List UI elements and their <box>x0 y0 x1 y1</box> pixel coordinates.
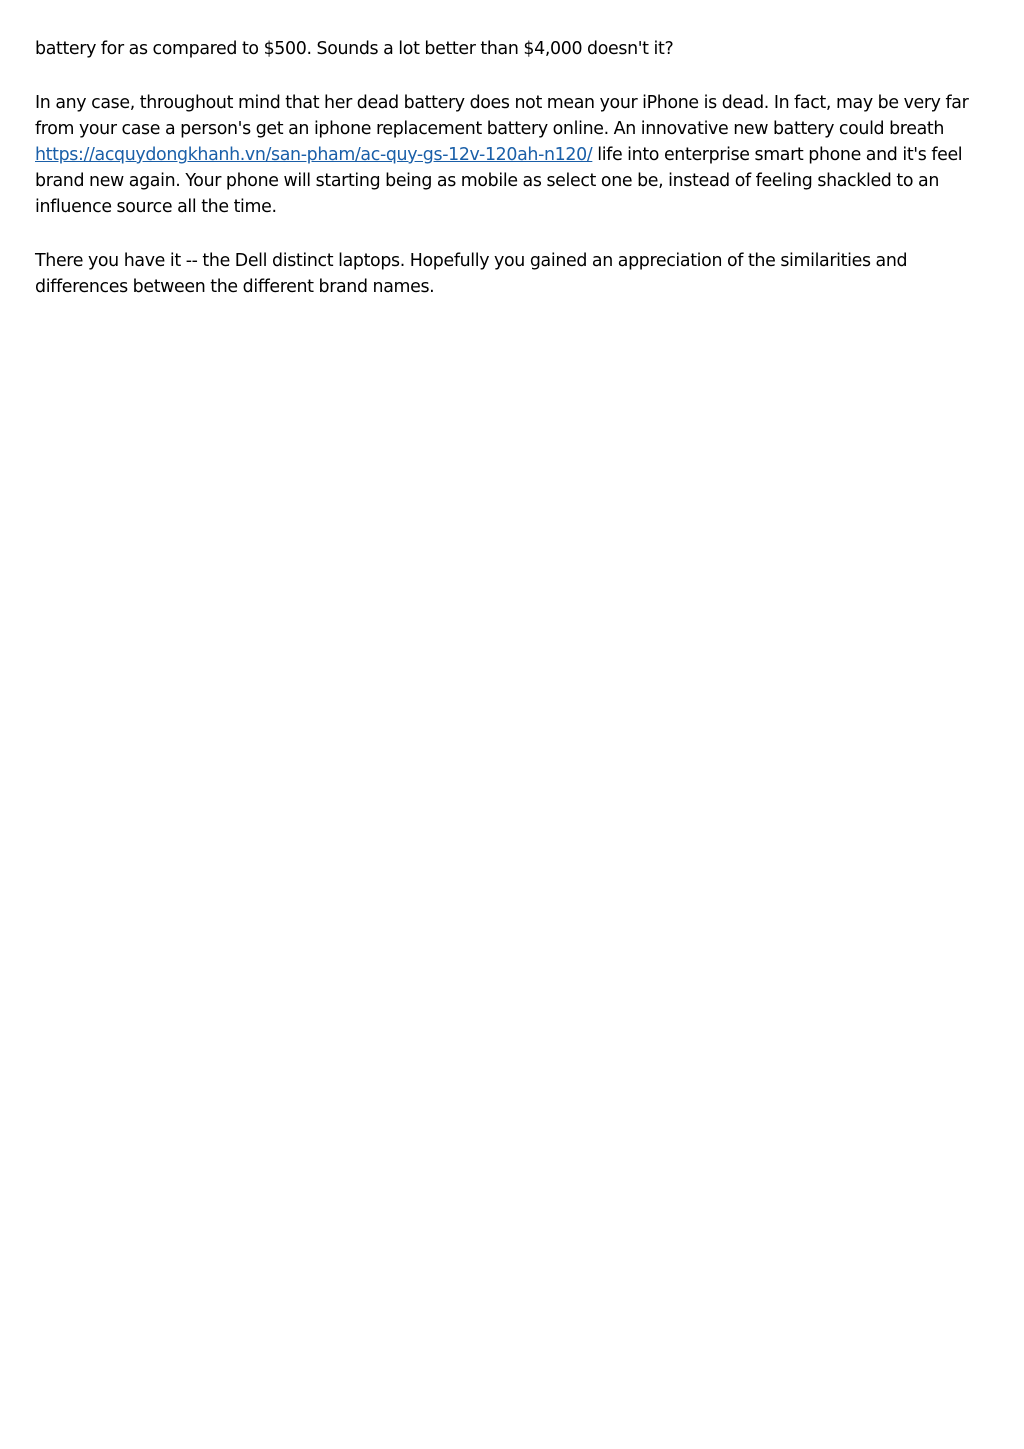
document-body <box>35 36 995 328</box>
battery-product-link[interactable]: https://acquydongkhanh.vn/san-pham/ac-quy-gs-12v-120ah-n120/ <box>35 145 593 165</box>
text-line: There you have it -- the Dell distinct laptops. Hopefully you gained an appreciation of the similarities and <box>35 251 908 271</box>
text-line: influence source all the time. <box>35 197 277 217</box>
text-fragment: life into enterprise smart phone and it's feel <box>592 145 963 165</box>
text-line: differences between the different brand names. <box>35 277 435 297</box>
text-line: In any case, throughout mind that her dead battery does not mean your iPhone is dead. In fact, may be very far <box>35 93 969 113</box>
text-line: brand new again. Your phone will starting being as mobile as select one be, instead of feeling shackled to an <box>35 171 939 191</box>
text-line: from your case a person's get an iphone replacement battery online. An innovative new battery could breath <box>35 119 945 139</box>
paragraph-iphone-battery <box>35 90 995 220</box>
text-line: battery for as compared to $500. Sounds a lot better than $4,000 doesn't it? <box>35 39 674 59</box>
paragraph-battery-price <box>35 36 995 62</box>
paragraph-dell-laptops <box>35 248 995 300</box>
text-line <box>35 142 995 168</box>
